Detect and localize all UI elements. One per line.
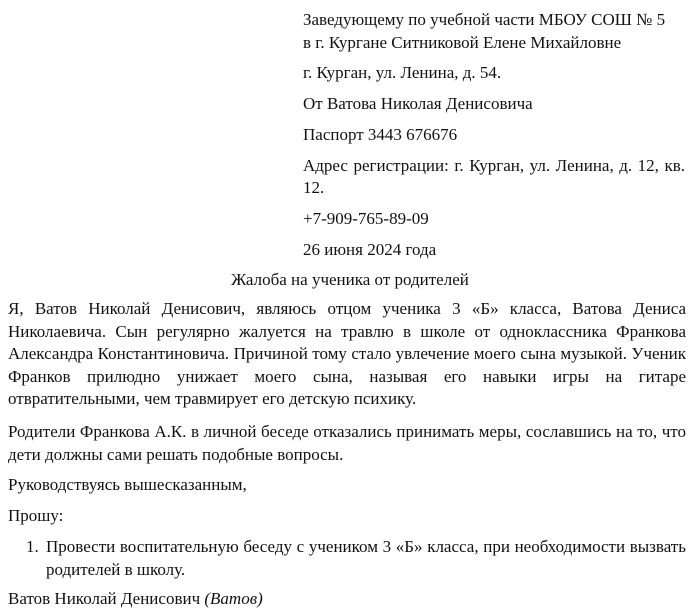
sender-passport: Паспорт 3443 676676 <box>303 125 458 144</box>
sender-registration: Адрес регистрации: г. Курган, ул. Ленина, д. 12, кв. 12. <box>303 156 685 197</box>
addressee-line-2: в г. Кургане Ситниковой Елене Михайловне <box>303 33 622 52</box>
sender-name: От Ватова Николая Денисовича <box>303 94 533 113</box>
addressee-line-1: Заведующему по учебной части МБОУ СОШ № 5 <box>303 10 666 29</box>
body-paragraph-1: Я, Ватов Николай Денисович, являюсь отцом ученика 3 «Б» класса, Ватова Дениса Николаевича. Сын регулярно жалуется на травлю в школе от одноклассника Франкова Александра Константиновича. Причиной тому стало увлечение моего сына музыкой. Ученик Франков прилюдно унижает моего сына, называя его навыки игры на гитаре отвратительными, чем травмирует его детскую психику. <box>8 299 686 409</box>
document-date: 26 июня 2024 года <box>303 240 437 259</box>
request-label: Прошу: <box>8 506 64 525</box>
guided-statement: Руководствуясь вышесказанным, <box>8 475 247 494</box>
body-paragraph-2: Родители Франкова А.К. в личной беседе отказались принимать меры, сославшись на то, что дети должны сами решать подобные вопросы. <box>8 422 686 464</box>
request-item-text: Провести воспитательную беседу с учеником 3 «Б» класса, при необходимости вызвать родителей в школу. <box>46 537 686 579</box>
request-item-1 <box>26 536 686 581</box>
signature-handwritten: (Ватов) <box>204 589 263 608</box>
sender-phone: +7-909-765-89-09 <box>303 209 429 228</box>
signature-name: Ватов Николай Денисович <box>8 589 201 608</box>
signature-line <box>8 588 263 610</box>
addressee-address: г. Курган, ул. Ленина, д. 54. <box>303 63 502 82</box>
request-item-number: 1. <box>26 537 39 556</box>
document-title: Жалоба на ученика от родителей <box>231 270 469 289</box>
